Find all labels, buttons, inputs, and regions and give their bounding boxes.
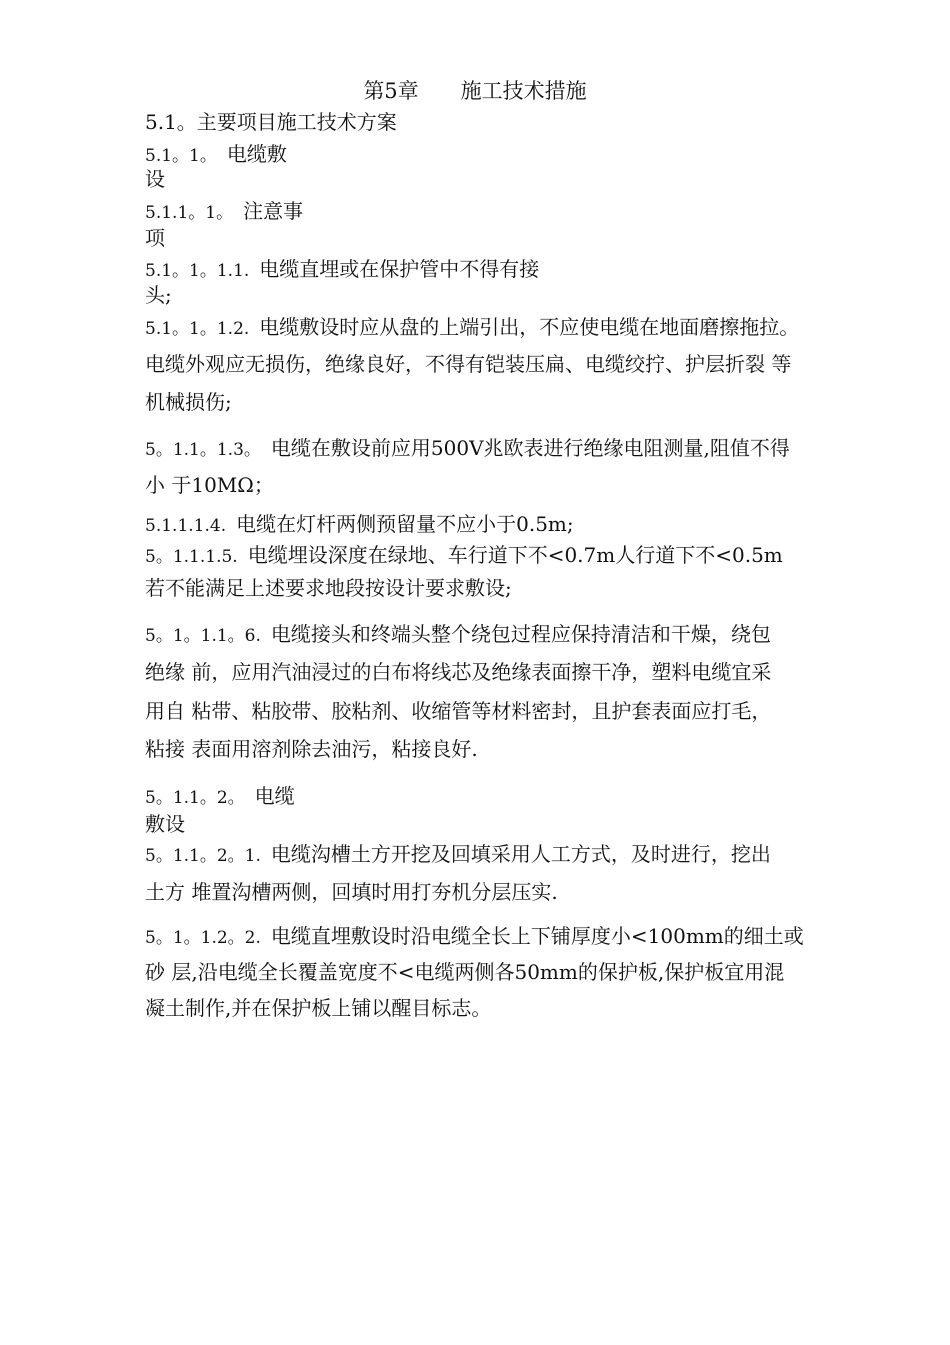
paragraph-line: 5。1.1。1.3。 电缆在敷设前应用500V兆欧表进行绝缘电阻测量,阻值不得 <box>145 436 790 460</box>
subsection-heading: 5.1.1。1。 注意事 <box>145 199 304 223</box>
paragraph-line: 5.1。1。1.2. 电缆敷设时应从盘的上端引出，不应使电缆在地面磨擦拖拉。 <box>145 315 800 339</box>
chapter-title: 第5章 施工技术措施 <box>363 79 587 103</box>
paragraph-line: 用自 粘带、粘胶带、胶粘剂、收缩管等材料密封，且护套表面应打毛， <box>145 699 772 723</box>
paragraph-line: 绝缘 前，应用汽油浸过的白布将线芯及绝缘表面擦干净，塑料电缆宜采 <box>145 660 772 684</box>
paragraph-line: 土方 堆置沟槽两侧，回填时用打夯机分层压实. <box>145 880 558 904</box>
paragraph-line: 5。1。1.2。2. 电缆直埋敷设时沿电缆全长上下铺厚度小<100mm的细土或 <box>145 924 804 948</box>
paragraph-line: 粘接 表面用溶剂除去油污，粘接良好. <box>145 737 478 761</box>
paragraph-line: 5。1。1.1。6. 电缆接头和终端头整个绕包过程应保持清洁和干燥，绕包 <box>145 622 771 646</box>
paragraph-line: 凝土制作,并在保护板上铺以醒目标志。 <box>145 996 492 1020</box>
subsection-heading-cont: 设 <box>145 167 165 191</box>
section-heading: 5.1。主要项目施工技术方案 <box>145 110 397 134</box>
subsection-heading: 5。1.1。2。 电缆 <box>145 784 295 808</box>
paragraph-line: 砂 层,沿电缆全长覆盖宽度不<电缆两侧各50mm的保护板,保护板宜用混 <box>145 960 785 984</box>
paragraph-line: 电缆外观应无损伤，绝缘良好，不得有铠装压扁、电缆绞拧、护层折裂 等 <box>145 352 792 376</box>
paragraph-line: 5.1。1。1.1. 电缆直埋或在保护管中不得有接 <box>145 257 540 281</box>
subsection-heading: 5.1。1。 电缆敷 <box>145 142 287 166</box>
subsection-heading-cont: 敷设 <box>145 812 185 836</box>
paragraph-line: 头; <box>145 283 172 307</box>
paragraph-line: 若不能满足上述要求地段按设计要求敷设; <box>145 576 512 600</box>
subsection-heading-cont: 项 <box>145 226 165 250</box>
paragraph-line: 5.1.1.1.4. 电缆在灯杆两侧预留量不应小于0.5m; <box>145 512 574 536</box>
paragraph-line: 机械损伤; <box>145 390 232 414</box>
paragraph-line: 5。1.1。2。1. 电缆沟槽土方开挖及回填采用人工方式，及时进行，挖出 <box>145 842 771 866</box>
paragraph-line: 5。1.1.1.5. 电缆埋设深度在绿地、车行道下不<0.7m人行道下不<0.5m <box>145 543 783 567</box>
paragraph-line: 小 于10MΩ； <box>145 473 274 497</box>
